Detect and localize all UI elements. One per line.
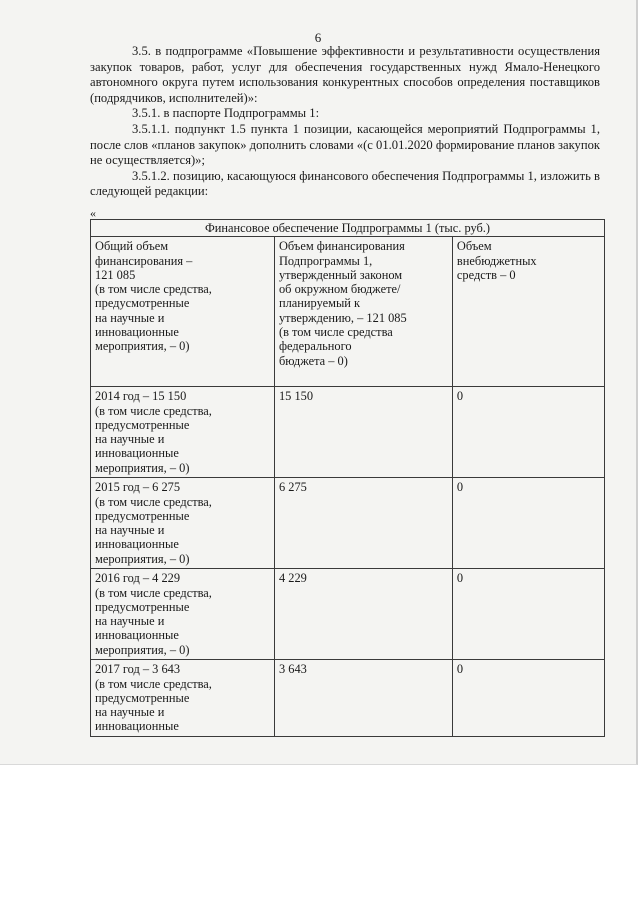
row-year-cell: 2016 год – 4 229 (в том числе средства, предусмотренные на научные и инновационные мероприятия, – 0) xyxy=(91,569,275,660)
table-row xyxy=(91,478,605,569)
paragraph-3-5-1: 3.5.1. в паспорте Подпрограммы 1: xyxy=(132,106,320,121)
table-row xyxy=(91,660,605,736)
row-district-cell: 6 275 xyxy=(274,478,452,569)
opening-quote: « xyxy=(90,206,96,220)
header-total-funding: Общий объем финансирования – 121 085 (в том числе средства, предусмотренные на научные и инновационные мероприятия, – 0) xyxy=(91,237,275,387)
row-year-cell: 2017 год – 3 643 (в том числе средства, предусмотренные на научные и инновационные xyxy=(91,660,275,736)
header-district-budget: Объем финансирования Подпрограммы 1, утвержденный законом об окружном бюджете/ планируемый к утверждению, – 121 085 (в том числе средства федерального бюджета – 0) xyxy=(274,237,452,387)
row-district-cell: 15 150 xyxy=(274,387,452,478)
paragraph-3-5-1-2: 3.5.1.2. позицию, касающуюся финансового обеспечения Подпрограммы 1, изложить в следующей редакции: xyxy=(90,168,600,199)
table-title: Финансовое обеспечение Подпрограммы 1 (тыс. руб.) xyxy=(91,220,605,237)
row-district-cell: 4 229 xyxy=(274,569,452,660)
paragraph-3-5: 3.5. в подпрограмме «Повышение эффективности и результативности осуществления закупок товаров, работ, услуг для обеспечения государственных нужд Ямало-Ненецкого автономного округа путем использования конкурентных способов определения поставщиков (подрядчиков, исполнителей)»: xyxy=(90,44,600,105)
page-number: 6 xyxy=(314,30,322,45)
header-extrabudgetary: Объем внебюджетных средств – 0 xyxy=(452,237,604,387)
row-year-cell: 2015 год – 6 275 (в том числе средства, предусмотренные на научные и инновационные мероприятия, – 0) xyxy=(91,478,275,569)
funding-table xyxy=(90,219,605,737)
row-extra-cell: 0 xyxy=(452,569,604,660)
row-district-cell: 3 643 xyxy=(274,660,452,736)
table-row xyxy=(91,387,605,478)
row-extra-cell: 0 xyxy=(452,478,604,569)
table-header-row xyxy=(91,237,605,387)
row-year-cell: 2014 год – 15 150 (в том числе средства, предусмотренные на научные и инновационные мероприятия, – 0) xyxy=(91,387,275,478)
row-extra-cell: 0 xyxy=(452,387,604,478)
table-row xyxy=(91,569,605,660)
document-body xyxy=(90,44,600,200)
row-extra-cell: 0 xyxy=(452,660,604,736)
paragraph-3-5-1-1: 3.5.1.1. подпункт 1.5 пункта 1 позиции, касающейся мероприятий Подпрограммы 1, после слов «планов закупок» дополнить словами «(с 01.01.2020 формирование планов закупок не осуществляется)»; xyxy=(90,121,601,168)
